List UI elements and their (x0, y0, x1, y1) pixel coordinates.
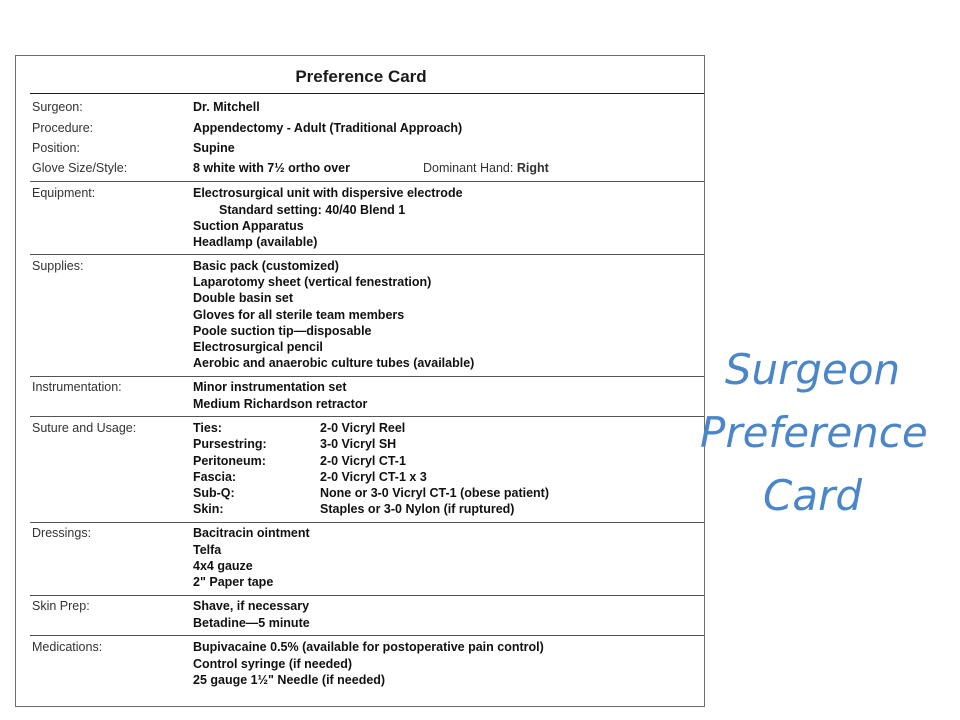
dressings-item: Bacitracin ointment (193, 526, 310, 540)
dressings-label: Dressings: (32, 526, 92, 540)
equipment-label: Equipment: (32, 186, 96, 200)
medications-item: Control syringe (if needed) (193, 656, 353, 671)
suture-value: Staples or 3-0 Nylon (if ruptured) (320, 502, 515, 516)
equipment-item: Headlamp (available) (193, 235, 318, 249)
supplies-item: Laparotomy sheet (vertical fenestration) (193, 275, 432, 289)
suture-key: Ties: (193, 421, 222, 435)
equipment-item: Suction Apparatus (193, 219, 304, 233)
procedure-label: Procedure: (32, 120, 94, 135)
supplies-label: Supplies: (32, 259, 84, 273)
suture-key: Sub-Q: (193, 486, 235, 500)
instrumentation-item: Medium Richardson retractor (193, 396, 368, 411)
position-value: Supine (193, 141, 235, 155)
section-skin-prep (30, 596, 704, 636)
dominant-hand (423, 160, 549, 176)
suture-key: Skin: (193, 502, 224, 516)
glove-label: Glove Size/Style: (32, 161, 128, 175)
side-title-line: Preference (700, 408, 928, 457)
supplies-item: Poole suction tip—disposable (193, 323, 372, 338)
surgeon-value: Dr. Mitchell (193, 100, 260, 114)
medications-item: 25 gauge 1½" Needle (if needed) (193, 673, 386, 687)
dressings-item: 2" Paper tape (193, 575, 274, 589)
suture-key: Peritoneum: (193, 453, 266, 468)
side-title (700, 338, 928, 527)
section-medications (30, 636, 704, 696)
supplies-item: Electrosurgical pencil (193, 340, 323, 354)
medications-label: Medications: (32, 640, 103, 654)
supplies-item: Basic pack (customized) (193, 259, 339, 273)
section-dressings (30, 523, 704, 596)
supplies-item: Double basin set (193, 291, 294, 305)
skin-prep-item: Betadine—5 minute (193, 615, 310, 630)
card-title: Preference Card (295, 67, 427, 86)
equipment-item: Standard setting: 40/40 Blend 1 (219, 202, 406, 217)
suture-key: Pursestring: (193, 437, 267, 451)
suture-key: Fascia: (193, 469, 237, 484)
section-equipment (30, 182, 704, 255)
surgeon-label: Surgeon: (32, 100, 83, 114)
side-title-line: Card (763, 471, 862, 520)
suture-value: 3-0 Vicryl SH (320, 437, 397, 451)
skin-prep-item: Shave, if necessary (193, 599, 310, 613)
section-instrumentation (30, 377, 704, 417)
section-header (30, 94, 704, 182)
preference-card (15, 55, 705, 707)
instrumentation-item: Minor instrumentation set (193, 380, 347, 394)
supplies-item: Aerobic and anaerobic culture tubes (available) (193, 356, 475, 370)
dominant-hand-label: Dominant Hand: (423, 161, 514, 175)
skin-prep-label: Skin Prep: (32, 599, 90, 613)
suture-value: None or 3-0 Vicryl CT-1 (obese patient) (320, 486, 549, 500)
suture-value: 2-0 Vicryl Reel (320, 421, 406, 435)
equipment-item: Electrosurgical unit with dispersive electrode (193, 186, 463, 200)
instrumentation-label: Instrumentation: (32, 380, 122, 394)
suture-value: 2-0 Vicryl CT-1 (320, 453, 406, 468)
dressings-item: Telfa (193, 542, 222, 557)
suture-label: Suture and Usage: (32, 421, 137, 435)
dressings-item: 4x4 gauze (193, 559, 253, 573)
medications-item: Bupivacaine 0.5% (available for postoperative pain control) (193, 640, 544, 654)
supplies-item: Gloves for all sterile team members (193, 307, 405, 322)
side-title-line: Surgeon (724, 345, 901, 394)
suture-value: 2-0 Vicryl CT-1 x 3 (320, 469, 427, 484)
position-label: Position: (32, 141, 80, 155)
section-supplies (30, 255, 704, 377)
procedure-value: Appendectomy - Adult (Traditional Approach) (193, 120, 463, 135)
section-suture (30, 417, 704, 523)
glove-value: 8 white with 7½ ortho over (193, 161, 350, 175)
dominant-hand-value: Right (516, 161, 549, 175)
